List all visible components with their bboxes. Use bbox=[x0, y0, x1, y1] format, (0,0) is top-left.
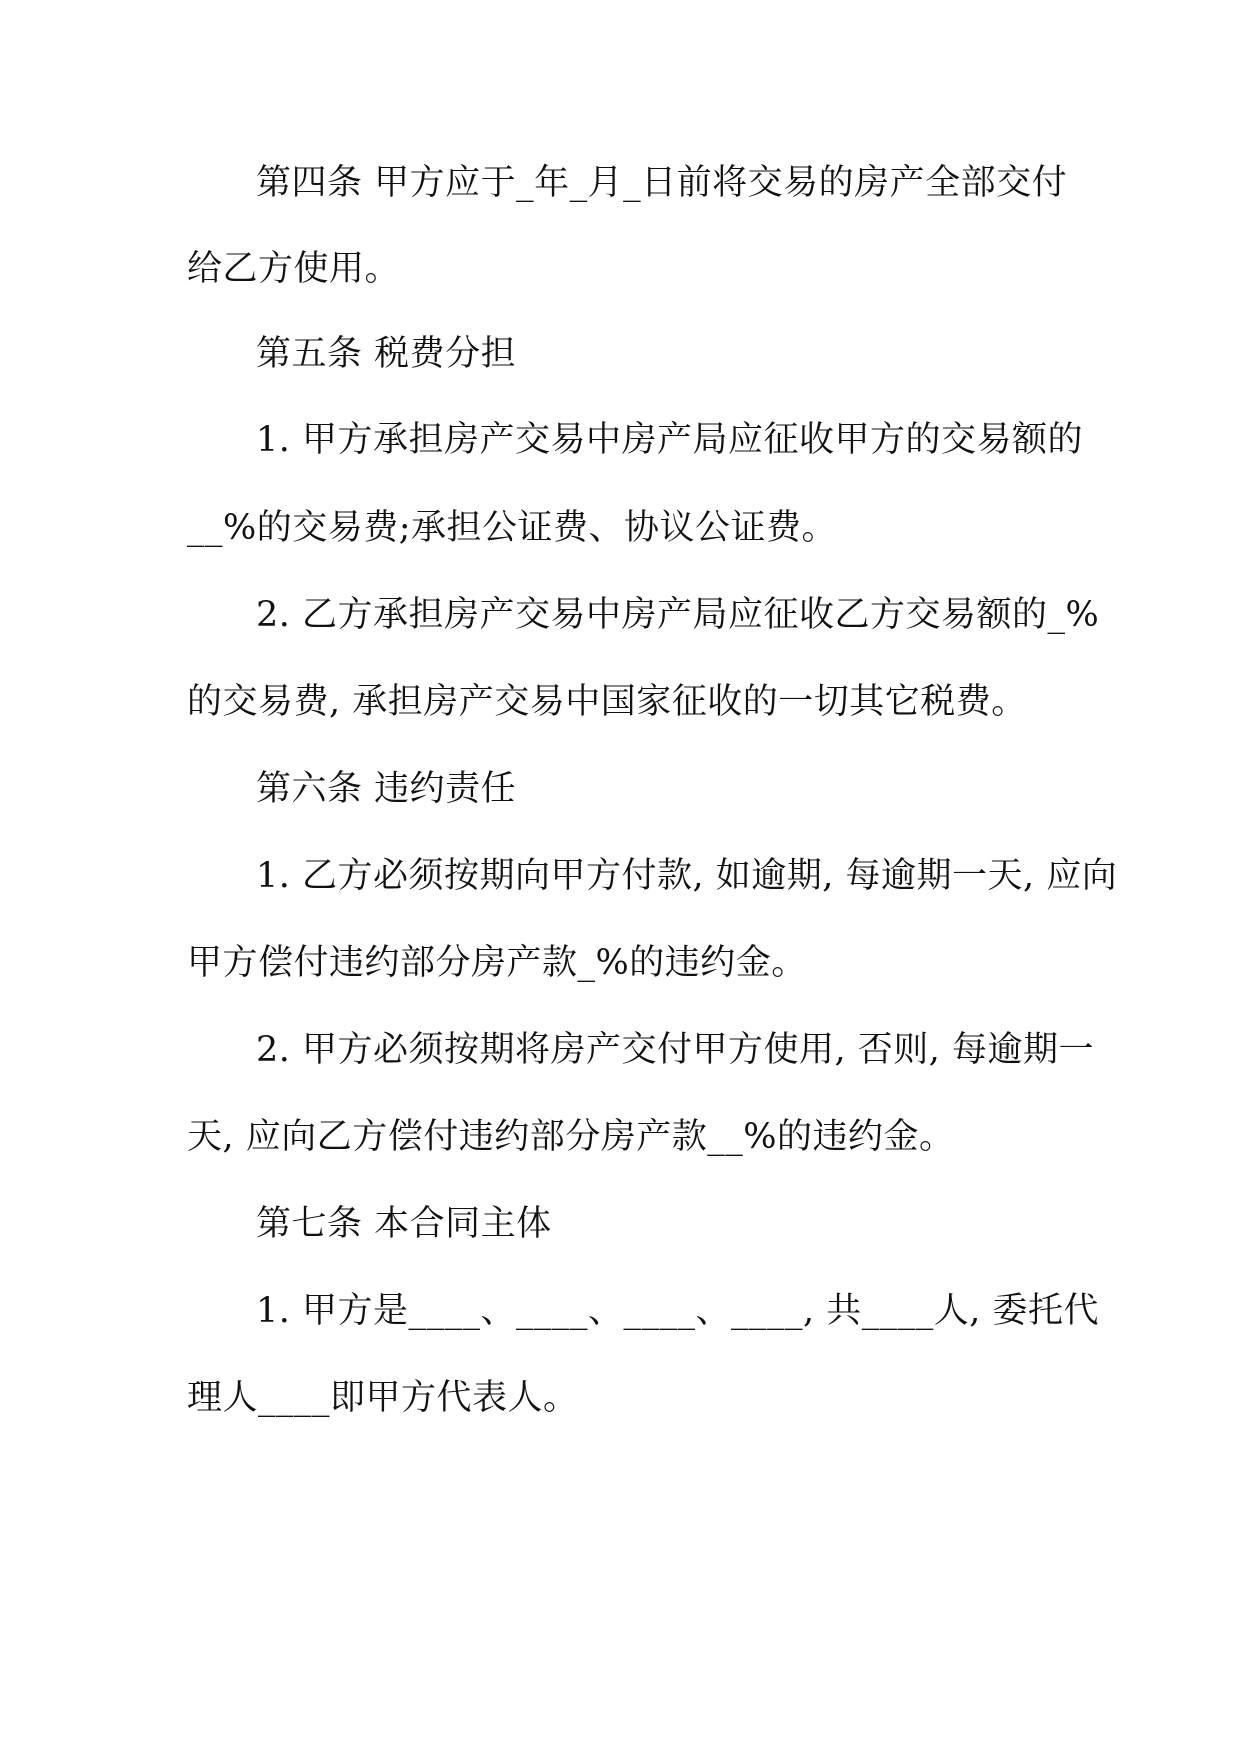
article-5-item-2-line-2: 的交易费, 承担房产交易中国家征收的一切其它税费。 bbox=[187, 682, 1027, 722]
article-4-line-2: 给乙方使用。 bbox=[187, 249, 401, 289]
article-6-item-1-line-2: 甲方偿付违约部分房产款_%的违约金。 bbox=[187, 943, 807, 983]
article-5-heading: 第五条 税费分担 bbox=[256, 334, 517, 374]
article-6-item-2-line-1: 2. 甲方必须按期将房产交付甲方使用, 否则, 每逾期一 bbox=[256, 1030, 1095, 1070]
article-6-heading: 第六条 违约责任 bbox=[256, 769, 517, 809]
article-6-item-1-line-1: 1. 乙方必须按期向甲方付款, 如逾期, 每逾期一天, 应向 bbox=[256, 856, 1118, 896]
article-4-line-1: 第四条 甲方应于_年_月_日前将交易的房产全部交付 bbox=[256, 163, 1068, 203]
article-6-item-2-line-2: 天, 应向乙方偿付违约部分房产款__%的违约金。 bbox=[187, 1117, 955, 1157]
article-7-heading: 第七条 本合同主体 bbox=[256, 1204, 552, 1244]
article-5-item-1-line-1: 1. 甲方承担房产交易中房产局应征收甲方的交易额的 bbox=[256, 420, 1084, 460]
article-5-item-1-line-2: __%的交易费;承担公证费、协议公证费。 bbox=[187, 508, 838, 548]
article-7-item-1-line-2: 理人____即甲方代表人。 bbox=[187, 1378, 579, 1418]
article-5-item-2-line-1: 2. 乙方承担房产交易中房产局应征收乙方交易额的_% bbox=[256, 595, 1100, 635]
article-7-item-1-line-1: 1. 甲方是____、____、____、____, 共____人, 委托代 bbox=[256, 1291, 1100, 1331]
